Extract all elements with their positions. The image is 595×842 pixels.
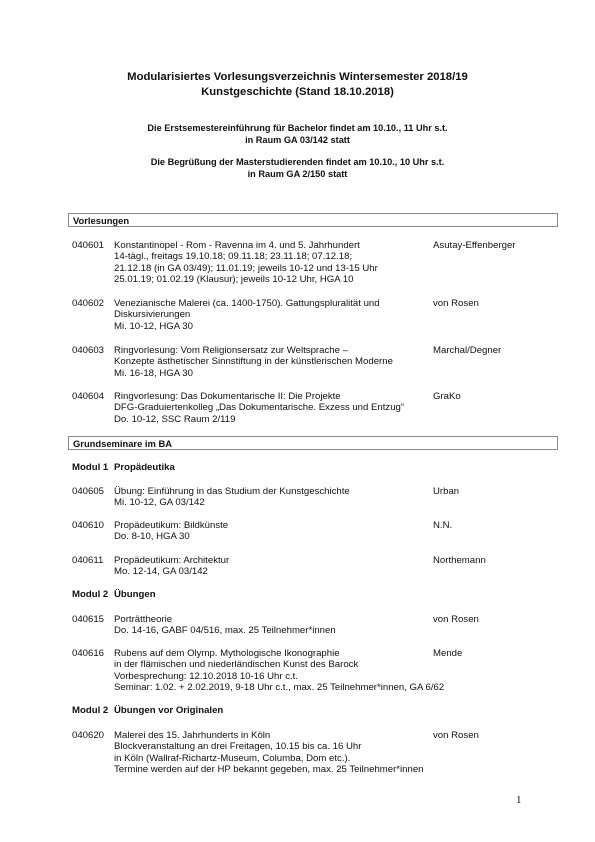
course-details (114, 240, 474, 286)
course-title: Propädeutikum: Bildkünste (114, 520, 229, 531)
module-name: Propädeutika (114, 462, 175, 473)
course-details (114, 486, 474, 509)
course-title: Rubens auf dem Olymp. Mythologische Ikonographie (114, 648, 340, 659)
course-detail-line: Konzepte ästhetischer Sinnstiftung in der künstlerischen Moderne (114, 356, 393, 368)
course-number: 040603 (72, 345, 105, 356)
title-line-1: Modularisiertes Vorlesungsverzeichnis Wintersemester 2018/19 (127, 71, 468, 83)
module-number: Modul 1 (72, 462, 109, 473)
notice-1-line-2: in Raum GA 03/142 statt (245, 134, 350, 145)
course-number: 040601 (72, 240, 105, 251)
course-lecturer: Asutay-Effenberger (433, 240, 516, 251)
course-detail-line: Mi. 16-18, HGA 30 (114, 367, 193, 379)
course-detail-line: Mo. 12-14, GA 03/142 (114, 566, 208, 578)
course-lecturer: GraKo (433, 391, 461, 402)
course-title: Übung: Einführung in das Studium der Kunstgeschichte (114, 486, 350, 497)
page-number: 1 (516, 794, 522, 806)
section-header-grundseminare (68, 436, 558, 450)
course-details (114, 555, 474, 578)
course-details (114, 345, 474, 379)
course-lecturer: von Rosen (433, 614, 479, 625)
course-details (114, 730, 474, 776)
section-title: Vorlesungen (73, 215, 130, 226)
course-detail-line: 25.01.19; 01.02.19 (Klausur); jeweils 10-12 Uhr, HGA 10 (114, 274, 354, 286)
title-line-2: Kunstgeschichte (Stand 18.10.2018) (201, 86, 394, 98)
course-number: 040616 (72, 648, 105, 659)
course-details (114, 391, 474, 425)
notice-2-line-2: in Raum GA 2/150 statt (247, 168, 348, 179)
master-notice (60, 157, 535, 180)
course-details (114, 614, 474, 637)
course-detail-line: Mi. 10-12, GA 03/142 (114, 497, 205, 509)
course-details (114, 298, 474, 332)
notice-2-line-1: Die Begrüßung der Masterstudierenden findet am 10.10., 10 Uhr s.t. (150, 157, 445, 167)
course-title: Porträttheorie (114, 614, 173, 625)
course-details (114, 648, 474, 694)
document-title (60, 70, 535, 100)
course-detail-line: Do. 10-12, SSC Raum 2/119 (114, 413, 236, 425)
course-lecturer: Mende (433, 648, 463, 659)
course-detail-line: Do. 14-16, GABF 04/516, max. 25 Teilnehmer*innen (114, 625, 336, 637)
course-detail-line: DFG-Graduiertenkolleg „Das Dokumentarische. Exzess und Entzug“ (114, 402, 405, 414)
section-title: Grundseminare im BA (73, 438, 172, 449)
course-detail-line: Blockveranstaltung an drei Freitagen, 10.15 bis ca. 16 Uhr (114, 741, 362, 753)
module-name: Übungen (114, 589, 156, 600)
course-number: 040615 (72, 614, 105, 625)
course-detail-line: in der flämischen und niederländischen Kunst des Barock (114, 659, 359, 671)
course-title: Malerei des 15. Jahrhunderts in Köln (114, 730, 271, 741)
course-lecturer: von Rosen (433, 298, 479, 309)
course-detail-line: Mi. 10-12, HGA 30 (114, 320, 193, 332)
course-detail-line: Seminar: 1.02. + 2.02.2019, 9-18 Uhr c.t., max. 25 Teilnehmer*innen, GA 6/62 (114, 682, 445, 694)
module-number: Modul 2 (72, 705, 109, 716)
course-number: 040604 (72, 391, 105, 402)
course-detail-line: Diskursivierungen (114, 309, 191, 321)
course-detail-line: Vorbesprechung: 12.10.2018 10-16 Uhr c.t. (114, 670, 299, 682)
course-detail-line: in Köln (Wallraf-Richartz-Museum, Columba, Dom etc.). (114, 752, 351, 764)
course-number: 040610 (72, 520, 105, 531)
course-lecturer: Urban (433, 486, 460, 497)
course-title: Venezianische Malerei (ca. 1400-1750). Gattungspluralität und (114, 298, 380, 309)
section-header-vorlesungen (68, 213, 558, 227)
course-details (114, 520, 474, 543)
module-number: Modul 2 (72, 589, 109, 600)
bachelor-notice (60, 123, 535, 146)
course-title: Propädeutikum: Architektur (114, 555, 230, 566)
notice-1-line-1: Die Erstsemestereinführung für Bachelor findet am 10.10., 11 Uhr s.t. (147, 123, 448, 133)
course-number: 040611 (72, 555, 104, 566)
course-detail-line: Do. 8-10, HGA 30 (114, 531, 190, 543)
course-number: 040605 (72, 486, 105, 497)
course-title: Ringvorlesung: Das Dokumentarische II: Die Projekte (114, 391, 341, 402)
course-title: Ringvorlesung: Vom Religionsersatz zur Weltsprache – (114, 345, 348, 356)
course-lecturer: N.N. (433, 520, 453, 531)
course-number: 040602 (72, 298, 105, 309)
course-lecturer: Marchal/Degner (433, 345, 502, 356)
course-lecturer: von Rosen (433, 730, 479, 741)
course-detail-line: 14-tägl., freitags 19.10.18; 09.11.18; 23.11.18; 07.12.18; (114, 251, 353, 263)
module-name: Übungen vor Originalen (114, 705, 224, 716)
course-number: 040620 (72, 730, 105, 741)
course-detail-line: Termine werden auf der HP bekannt gegeben, max. 25 Teilnehmer*innen (114, 764, 424, 776)
course-lecturer: Northemann (433, 555, 486, 566)
course-title: Konstantinopel - Rom - Ravenna im 4. und 5. Jahrhundert (114, 240, 360, 251)
course-detail-line: 21.12.18 (in GA 03/49); 11.01.19; jeweils 10-12 und 13-15 Uhr (114, 262, 378, 274)
